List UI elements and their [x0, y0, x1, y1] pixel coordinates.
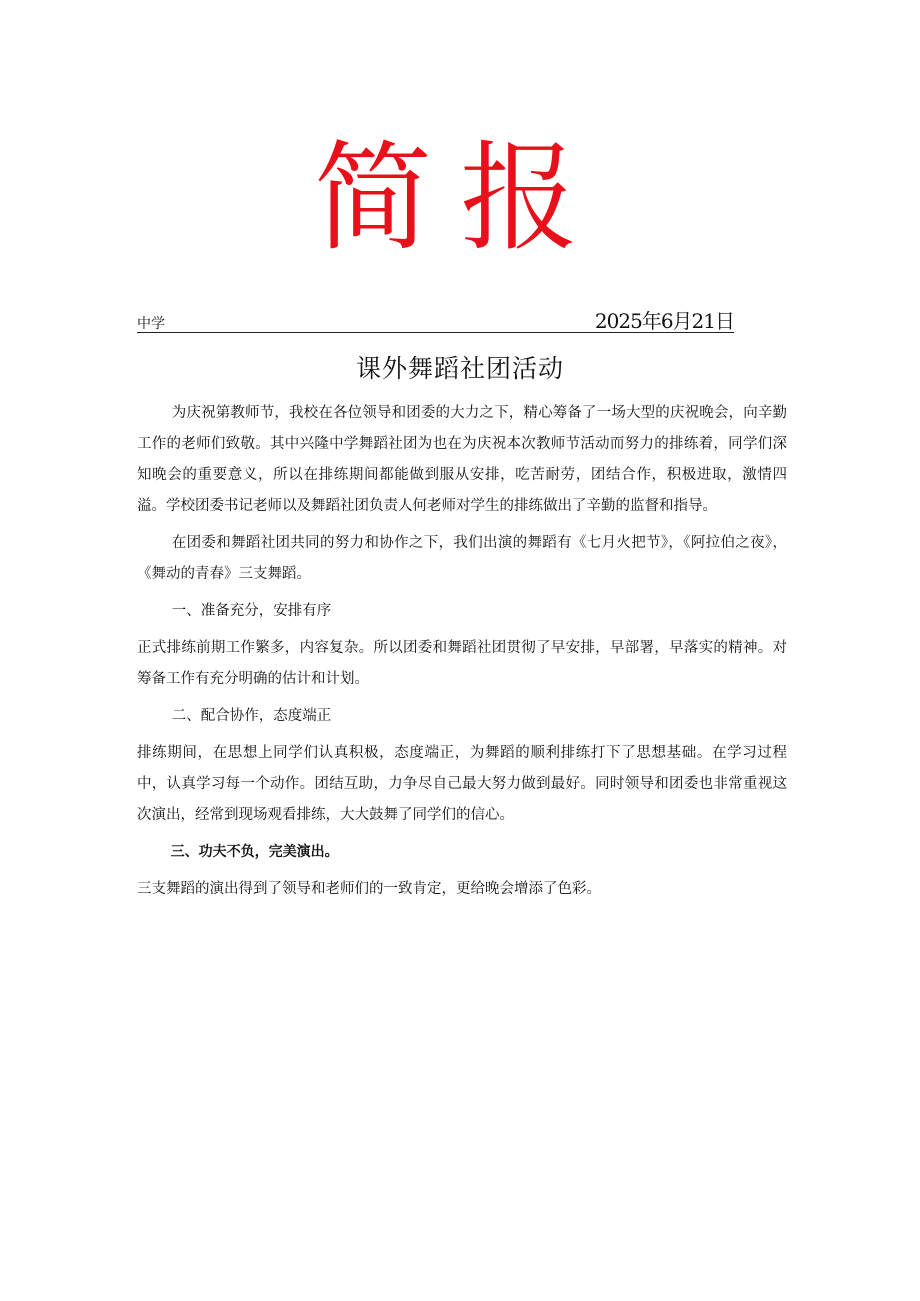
masthead-title: 简报 — [313, 129, 606, 267]
article-body — [137, 398, 787, 911]
paragraph-performance: 三支舞蹈的演出得到了领导和老师们的一致肯定，更给晚会增添了色彩。 — [137, 881, 601, 897]
section-heading-1: 一、准备充分，安排有序 — [171, 603, 332, 619]
issue-date: 2025年6月21日 — [594, 309, 734, 333]
section-heading-2: 二、配合协作，态度端正 — [171, 708, 332, 724]
issue-school: 中学 — [137, 316, 165, 332]
article-title: 课外舞蹈社团活动 — [355, 354, 564, 383]
section-heading-3: 三、功夫不负，完美演出。 — [170, 844, 339, 860]
paragraph-intro: 为庆祝第教师节，我校在各位领导和团委的大力之下，精心筹备了一场大型的庆祝晚会，向辛勤工作的老师们致敬。其中兴隆中学舞蹈社团为也在为庆祝本次教师节活动而努力的排练着，同学们深知晚会的重要意义，所以在排练期间都能做到服从安排，吃苦耐劳，团结合作，积极进取，激情四溢。学校团委书记老师以及舞蹈社团负责人何老师对学生的排练做出了辛勤的监督和指导。 — [137, 405, 787, 514]
paragraph-dances: 在团委和舞蹈社团共同的努力和协作之下，我们出演的舞蹈有《七月火把节》，《阿拉伯之夜》，《舞动的青春》三支舞蹈。 — [137, 535, 787, 582]
issue-line — [137, 310, 734, 333]
paragraph-cooperation: 排练期间，在思想上同学们认真积极，态度端正，为舞蹈的顺利排练打下了思想基础。在学习过程中，认真学习每一个动作。团结互助，力争尽自己最大努力做到最好。同时领导和团委也非常重视这次演出，经常到现场观看排练，大大鼓舞了同学们的信心。 — [137, 745, 787, 823]
paragraph-preparation: 正式排练前期工作繁多，内容复杂。所以团委和舞蹈社团贯彻了早安排，早部署，早落实的精神。对筹备工作有充分明确的估计和计划。 — [137, 640, 787, 687]
